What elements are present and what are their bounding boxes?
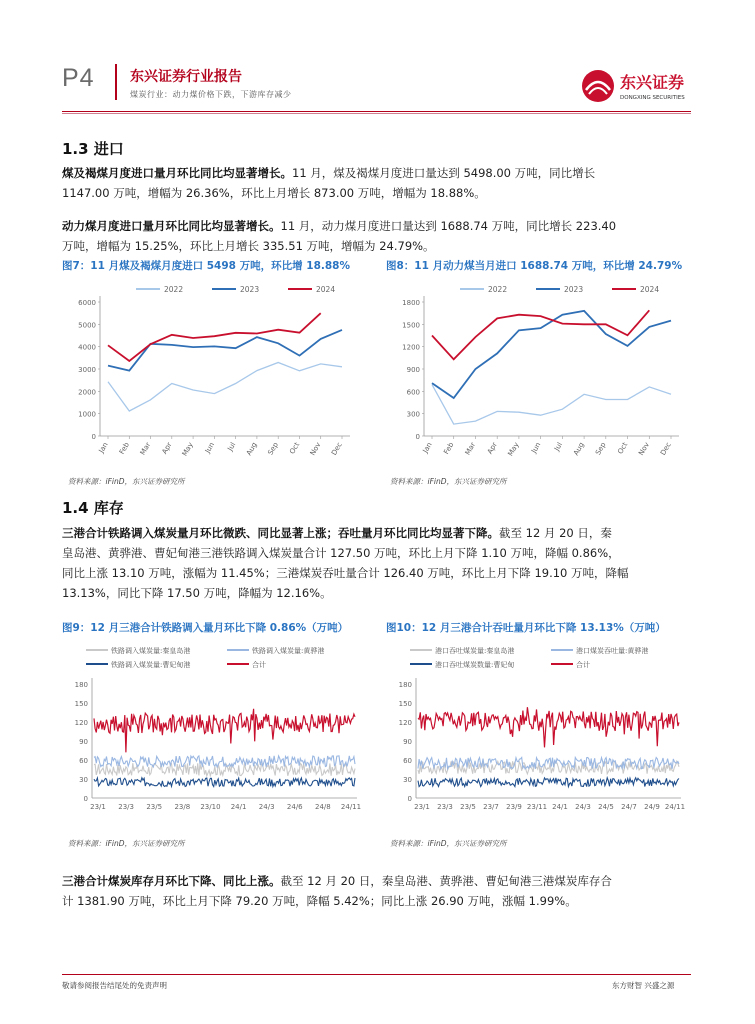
paragraph-port-stock [62, 871, 691, 911]
source-note-fig8: 资料来源：iFinD，东兴证券研究所 [390, 477, 507, 486]
x-tick-label: 24/5 [598, 803, 614, 811]
legend-label: 2024 [640, 285, 660, 294]
x-tick-label: 24/11 [340, 803, 362, 811]
section-heading-import: 1.3 进口 [62, 140, 124, 158]
x-tick-label: 24/11 [664, 803, 686, 811]
figure-caption-10: 图10：12 月三港合计吞吐量月环比下降 13.13%（万吨） [386, 622, 666, 634]
x-tick-label: Oct [288, 441, 302, 456]
x-tick-label: Dec [659, 441, 673, 457]
x-tick-label: 23/3 [437, 803, 453, 811]
paragraph-text: 皇岛港、黄骅港、曹妃甸港三港铁路调入煤炭量合计 127.50 万吨，环比上月下降 1.10 万吨，降幅 0.86%， [62, 546, 620, 560]
x-tick-label: Sep [266, 441, 280, 457]
y-tick-label: 6000 [78, 299, 96, 307]
legend-label: 2023 [240, 285, 260, 294]
logo-en-text: DONGXING SECURITIES [620, 95, 685, 101]
header-rule-thin [62, 113, 691, 114]
paragraph-text: 11 月，动力煤月度进口量达到 1688.74 万吨，同比增长 223.40 [280, 219, 617, 233]
source-note-fig9: 资料来源：iFinD，东兴证券研究所 [68, 839, 185, 848]
paragraph-port-throughput [62, 523, 691, 603]
legend-label: 合计 [252, 661, 266, 669]
paragraph-text: 万吨，增幅为 15.25%，环比上月增长 335.51 万吨，增幅为 24.79%。 [62, 239, 435, 253]
y-tick-label: 120 [398, 719, 412, 727]
logo-cn-text: 东兴证券 [620, 73, 685, 92]
paragraph-text: 13.13%，同比下降 17.50 万吨，降幅为 12.16%。 [62, 586, 332, 600]
x-tick-label: 23/8 [174, 803, 191, 811]
y-tick-label: 60 [79, 757, 88, 765]
page-number: P4 [62, 64, 95, 92]
paragraph-text: 1147.00 万吨，增幅为 26.36%，环比上月增长 873.00 万吨，增幅为 18.88%。 [62, 186, 486, 200]
company-logo [580, 66, 710, 106]
x-tick-label: 23/5 [460, 803, 476, 811]
y-tick-label: 30 [403, 776, 412, 784]
report-title: 东兴证券行业报告 [130, 69, 242, 85]
chart-fig8 [386, 276, 691, 472]
series-line-2022 [432, 385, 671, 425]
y-tick-label: 5000 [78, 321, 96, 330]
x-tick-label: Apr [160, 441, 174, 456]
x-tick-label: Jan [97, 441, 110, 455]
x-tick-label: 23/11 [526, 803, 548, 811]
figure-caption-8: 图8：11 月动力煤当月进口 1688.74 万吨，环比增 24.79% [386, 260, 683, 272]
paragraph-lead: 三港合计煤炭库存月环比下降、同比上涨。 [62, 874, 281, 888]
header-rule [62, 111, 691, 112]
x-tick-label: 23/7 [483, 803, 499, 811]
y-tick-label: 60 [403, 757, 412, 765]
x-tick-label: 23/9 [506, 803, 522, 811]
series-line [94, 778, 355, 787]
paragraph-thermal-import [62, 216, 691, 256]
x-tick-label: 23/10 [200, 803, 221, 811]
footer-slogan: 东方财智 兴盛之源 [612, 981, 675, 990]
paragraph-lead: 三港合计铁路调入煤炭量月环比微跌、同比显著上涨；吞吐量月环比同比均显著下降。 [62, 526, 499, 540]
y-tick-label: 300 [406, 410, 420, 419]
y-tick-label: 2000 [78, 388, 96, 397]
y-tick-label: 90 [403, 738, 412, 746]
y-tick-label: 180 [398, 681, 412, 689]
y-tick-label: 150 [398, 700, 412, 708]
y-tick-label: 0 [83, 795, 88, 803]
paragraph-text: 11 月，煤及褐煤月度进口量达到 5498.00 万吨，同比增长 [292, 166, 596, 180]
section-heading-stock: 1.4 库存 [62, 499, 124, 517]
x-tick-label: Apr [485, 441, 499, 456]
source-note-fig7: 资料来源：iFinD，东兴证券研究所 [68, 477, 185, 486]
y-tick-label: 900 [406, 366, 420, 374]
legend-label: 铁路调入煤炭量:秦皇岛港 [111, 647, 191, 655]
series-line-2023 [432, 311, 671, 398]
x-tick-label: Jun [529, 441, 543, 455]
legend-label: 合计 [576, 661, 590, 669]
y-tick-label: 0 [415, 433, 420, 441]
y-tick-label: 180 [74, 681, 88, 689]
x-tick-label: Oct [616, 441, 630, 456]
paragraph-lead: 煤及褐煤月度进口量月环比同比均显著增长。 [62, 166, 292, 180]
paragraph-text: 截至 12 月 20 日，秦皇岛港、黄骅港、曹妃甸港三港煤炭库存合 [280, 874, 612, 888]
x-tick-label: 23/5 [146, 803, 163, 811]
chart-fig9 [62, 640, 367, 820]
x-tick-label: Feb [442, 441, 456, 456]
x-tick-label: Mar [463, 441, 478, 457]
x-tick-label: 24/9 [644, 803, 660, 811]
x-tick-label: 24/3 [575, 803, 591, 811]
x-tick-label: Mar [138, 441, 153, 457]
paragraph-coal-import [62, 163, 691, 203]
header-separator [115, 64, 117, 100]
y-tick-label: 1500 [402, 321, 420, 330]
x-tick-label: 24/8 [315, 803, 331, 811]
logo-mark-icon [582, 70, 614, 102]
y-tick-label: 4000 [78, 343, 96, 352]
x-tick-label: 23/1 [414, 803, 430, 811]
x-tick-label: Nov [308, 441, 323, 457]
paragraph-text: 同比上涨 13.10 万吨，涨幅为 11.45%；三港煤炭吞吐量合计 126.40 万吨，环比上月下降 19.10 万吨，降幅 [62, 566, 629, 580]
x-tick-label: Aug [572, 441, 586, 457]
x-tick-label: May [506, 441, 521, 458]
x-tick-label: Nov [637, 441, 652, 457]
y-tick-label: 120 [74, 719, 88, 727]
legend-label: 2022 [164, 285, 184, 294]
footer-rule [62, 974, 691, 975]
paragraph-text: 截至 12 月 20 日，秦 [499, 526, 612, 540]
y-tick-label: 3000 [78, 366, 96, 374]
y-tick-label: 1200 [402, 343, 420, 352]
y-tick-label: 600 [406, 388, 420, 397]
footer-disclaimer: 敬请参阅报告结尾处的免责声明 [62, 981, 167, 990]
y-tick-label: 1000 [78, 410, 96, 419]
x-tick-label: May [180, 441, 195, 458]
series-line-2022 [108, 363, 342, 412]
x-tick-label: 23/3 [118, 803, 134, 811]
legend-label: 铁路调入煤炭量:黄骅港 [252, 647, 325, 655]
x-tick-label: 24/1 [552, 803, 568, 811]
legend-label: 港口煤炭吞吐量:黄骅港 [576, 647, 649, 655]
legend-label: 2023 [564, 285, 584, 294]
figure-caption-9: 图9：12 月三港合计铁路调入量月环比下降 0.86%（万吨） [62, 622, 349, 634]
x-tick-label: Aug [244, 441, 259, 457]
series-line [418, 778, 679, 787]
series-line-2024 [432, 310, 649, 359]
legend-label: 港口吞吐煤炭量:秦皇岛港 [435, 647, 515, 655]
x-tick-label: Jul [226, 441, 238, 453]
x-tick-label: Jan [421, 441, 434, 455]
y-tick-label: 150 [74, 700, 88, 708]
x-tick-label: 24/3 [258, 803, 275, 811]
legend-label: 港口吞吐煤炭数量:曹妃甸 [435, 661, 515, 669]
chart-fig7 [62, 276, 362, 472]
paragraph-text: 计 1381.90 万吨，环比上月下降 79.20 万吨，降幅 5.42%；同比上涨 26.90 万吨，涨幅 1.99%。 [62, 894, 577, 908]
x-tick-label: Jun [203, 441, 217, 455]
paragraph-lead: 动力煤月度进口量月环比同比均显著增长。 [62, 219, 281, 233]
x-tick-label: Feb [117, 441, 132, 456]
x-tick-label: Jul [552, 441, 565, 453]
legend-label: 2024 [316, 285, 336, 294]
figure-caption-7: 图7：11 月煤及褐煤月度进口 5498 万吨，环比增 18.88% [62, 260, 350, 272]
series-line [94, 709, 355, 753]
x-tick-label: 24/1 [230, 803, 247, 811]
legend-label: 2022 [488, 285, 508, 294]
x-tick-label: 24/7 [621, 803, 637, 811]
y-tick-label: 1800 [402, 299, 420, 307]
legend-label: 铁路调入煤炭量:曹妃甸港 [111, 661, 191, 669]
chart-fig10 [386, 640, 691, 820]
x-tick-label: 24/6 [286, 803, 303, 811]
x-tick-label: 23/1 [90, 803, 106, 811]
x-tick-label: Dec [330, 441, 344, 457]
x-tick-label: Sep [594, 441, 608, 457]
report-subtitle: 煤炭行业：动力煤价格下跌，下游库存减少 [130, 90, 292, 99]
y-tick-label: 0 [407, 795, 412, 803]
y-tick-label: 0 [91, 433, 96, 441]
series-line-2024 [108, 313, 321, 361]
y-tick-label: 90 [79, 738, 88, 746]
series-line [418, 707, 679, 747]
y-tick-label: 30 [79, 776, 88, 784]
source-note-fig10: 资料来源：iFinD，东兴证券研究所 [390, 839, 507, 848]
